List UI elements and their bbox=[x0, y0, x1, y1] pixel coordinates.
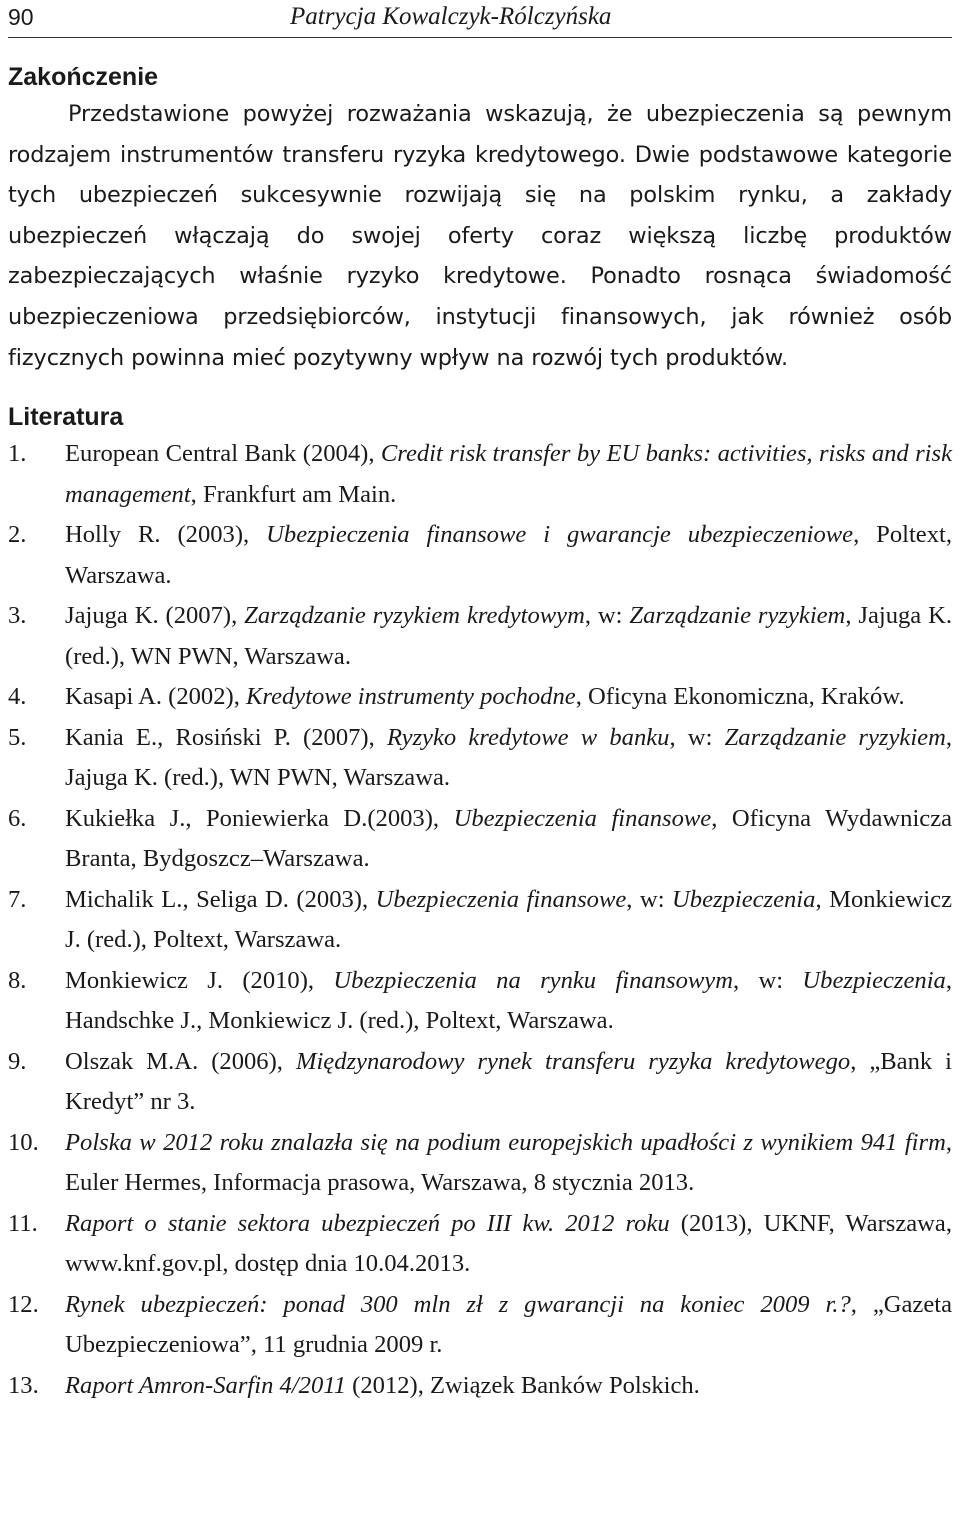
reference-title: Kredytowe instrumenty pochodne bbox=[246, 683, 576, 711]
conclusion-paragraph: Przedstawione powyżej rozważania wskazują, że ubezpieczenia są pewnym rodzajem instrumentów transferu ryzyka kredytowego. Dwie podstawowe kategorie tych ubezpieczeń sukcesywnie rozwijają się na polskim rynku, a zakłady ubezpieczeń włączają do swojej oferty coraz większą liczbę produktów zabezpieczających właśnie ryzyko kredytowe. Ponadto rosnąca świadomość ubezpieczeniowa przedsiębiorców, instytucji finansowych, jak również osób fizycznych powinna mieć pozytywny wpływ na rozwój tych produktów. bbox=[8, 101, 952, 371]
reference-title: Raport o stanie sektora ubezpieczeń po III kw. 2012 roku bbox=[65, 1209, 670, 1237]
reference-title: Ubezpieczenia bbox=[672, 885, 816, 913]
reference-number: 2. bbox=[8, 521, 27, 549]
running-title: Patrycja Kowalczyk-Rólczyńska bbox=[290, 3, 612, 30]
reference-text bbox=[65, 880, 952, 961]
reference-title: Ubezpieczenia finansowe i gwarancje ubezpieczeniowe bbox=[266, 521, 854, 549]
reference-detail: (2013), UKNF, Warszawa, www.knf.gov.pl, dostęp dnia 10.04.2013. bbox=[65, 1209, 952, 1278]
reference-title: Rynek ubezpieczeń: ponad 300 mln zł z gwarancji na koniec 2009 r.? bbox=[65, 1290, 851, 1318]
reference-text bbox=[65, 1285, 952, 1366]
reference-title: Ubezpieczenia na rynku finansowym bbox=[333, 966, 733, 994]
reference-text bbox=[65, 1366, 952, 1407]
reference-item bbox=[8, 1042, 952, 1123]
reference-detail: , w: bbox=[669, 723, 725, 751]
reference-detail: , w: bbox=[732, 966, 803, 994]
reference-item bbox=[8, 718, 952, 799]
reference-title: Międzynarodowy rynek transferu ryzyka kredytowego bbox=[295, 1047, 851, 1075]
reference-text bbox=[65, 1042, 952, 1123]
reference-number: 13. bbox=[8, 1371, 39, 1399]
reference-detail: , Oficyna Wydawnicza Branta, Bydgoszcz–Warszawa. bbox=[65, 804, 953, 873]
reference-title: Zarządzanie ryzykiem bbox=[724, 723, 946, 751]
reference-number: 5. bbox=[8, 723, 27, 751]
reference-text bbox=[65, 596, 952, 677]
reference-detail: (2012), Związek Banków Polskich. bbox=[346, 1371, 700, 1399]
reference-title: Ryzyko kredytowe w banku bbox=[386, 723, 670, 751]
reference-detail: , Handschke J., Monkiewicz J. (red.), Poltext, Warszawa. bbox=[65, 966, 952, 1035]
reference-item bbox=[8, 799, 952, 880]
reference-detail: European Central Bank (2004), bbox=[65, 440, 381, 468]
reference-detail: Kasapi A. (2002), bbox=[65, 683, 247, 711]
reference-detail: , w: bbox=[626, 885, 673, 913]
reference-detail: Michalik L., Seliga D. (2003), bbox=[65, 885, 376, 913]
reference-detail: , Jajuga K. (red.), WN PWN, Warszawa. bbox=[65, 602, 953, 670]
reference-detail: , Oficyna Ekonomiczna, Kraków. bbox=[575, 683, 905, 711]
reference-title: Polska w 2012 roku znalazła się na podium europejskich upadłości z wynikiem 941 firm bbox=[65, 1128, 946, 1156]
reference-title: Zarządzanie ryzykiem kredytowym bbox=[244, 602, 585, 630]
reference-item bbox=[8, 1204, 952, 1285]
reference-title: Ubezpieczenia bbox=[802, 966, 946, 994]
reference-item bbox=[8, 1366, 952, 1407]
reference-list bbox=[8, 434, 952, 1406]
reference-title: Credit risk transfer by EU banks: activities, risks and risk management bbox=[65, 440, 953, 508]
reference-detail: , Monkiewicz J. (red.), Poltext, Warszawa. bbox=[65, 885, 953, 954]
reference-text bbox=[65, 1204, 952, 1285]
reference-number: 6. bbox=[8, 804, 27, 832]
running-header bbox=[8, 0, 952, 38]
literature-heading: Literatura bbox=[8, 403, 124, 432]
reference-detail: Jajuga K. (2007), bbox=[65, 602, 245, 630]
reference-detail: , „Gazeta Ubezpieczeniowa”, 11 grudnia 2009 r. bbox=[65, 1290, 952, 1359]
reference-number: 1. bbox=[8, 440, 27, 468]
reference-detail: Olszak M.A. (2006), bbox=[65, 1047, 296, 1075]
reference-detail: , „Bank i Kredyt” nr 3. bbox=[65, 1047, 953, 1116]
reference-detail: , Poltext, Warszawa. bbox=[65, 521, 952, 589]
reference-number: 4. bbox=[8, 683, 27, 711]
reference-number: 10. bbox=[8, 1128, 39, 1156]
page-number: 90 bbox=[8, 4, 34, 30]
reference-detail: , Euler Hermes, Informacja prasowa, Warszawa, 8 stycznia 2013. bbox=[65, 1128, 952, 1197]
reference-number: 8. bbox=[8, 966, 27, 994]
reference-item bbox=[8, 1123, 952, 1204]
reference-text bbox=[65, 434, 952, 515]
reference-title: Zarządzanie ryzykiem bbox=[629, 602, 846, 630]
reference-text bbox=[65, 961, 952, 1042]
reference-text bbox=[65, 799, 952, 880]
reference-text bbox=[65, 677, 952, 718]
reference-detail: Monkiewicz J. (2010), bbox=[65, 966, 334, 994]
reference-item bbox=[8, 677, 952, 718]
reference-item bbox=[8, 596, 952, 677]
reference-detail: , Jajuga K. (red.), WN PWN, Warszawa. bbox=[65, 723, 952, 792]
reference-detail: Kukiełka J., Poniewierka D.(2003), bbox=[65, 804, 454, 832]
reference-number: 11. bbox=[8, 1209, 38, 1237]
reference-title: Raport Amron-Sarfin 4/2011 bbox=[65, 1371, 347, 1399]
reference-title: Ubezpieczenia finansowe bbox=[375, 885, 627, 913]
reference-item bbox=[8, 880, 952, 961]
reference-number: 3. bbox=[8, 602, 27, 630]
conclusion-heading: Zakończenie bbox=[8, 63, 159, 91]
reference-item bbox=[8, 515, 952, 596]
reference-item bbox=[8, 434, 952, 515]
reference-item bbox=[8, 1285, 952, 1366]
reference-number: 12. bbox=[8, 1290, 39, 1318]
reference-detail: , Frankfurt am Main. bbox=[190, 480, 397, 508]
reference-detail: , w: bbox=[584, 602, 630, 630]
reference-text bbox=[65, 718, 952, 799]
reference-detail: Kania E., Rosiński P. (2007), bbox=[65, 723, 387, 751]
reference-detail: Holly R. (2003), bbox=[65, 521, 267, 549]
reference-item bbox=[8, 961, 952, 1042]
reference-text bbox=[65, 515, 952, 596]
reference-number: 9. bbox=[8, 1047, 27, 1075]
reference-text bbox=[65, 1123, 952, 1204]
reference-number: 7. bbox=[8, 885, 27, 913]
reference-title: Ubezpieczenia finansowe bbox=[453, 804, 712, 832]
